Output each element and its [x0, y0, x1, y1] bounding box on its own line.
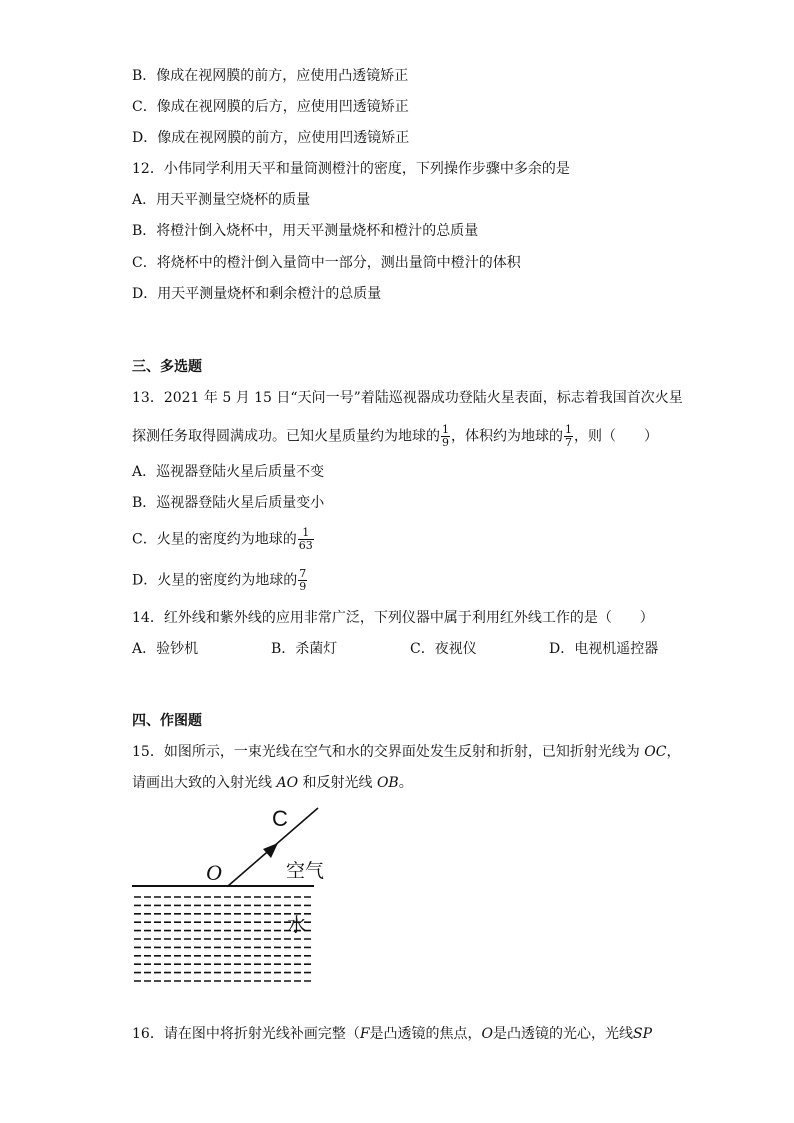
fraction-one-seventh [564, 424, 573, 449]
q13-stem-line1: 13．2021 年 5 月 15 日“天问一号”着陆巡视器成功登陆火星表面，标志着我国首次火星 [132, 390, 683, 406]
q14-options [132, 640, 658, 658]
section-4-title: 四、作图题 [132, 713, 202, 729]
frac2-numerator: 1 [565, 423, 572, 436]
q16-text-a: 16．请在图中将折射光线补画完整（ [132, 1026, 360, 1042]
q16-text-c: 是凸透镜的光心，光线 [493, 1026, 634, 1042]
fraction-seven-ninths [298, 568, 307, 593]
q15-ao-label: AO [276, 775, 299, 791]
q15-ob-label: OB [376, 775, 399, 791]
q13-option-d-text: D．火星的密度约为地球的 [132, 572, 298, 589]
q15-text-b: ， [666, 744, 681, 760]
q13-option-c-text: C．火星的密度约为地球的 [132, 531, 297, 548]
q12-option-d: D．用天平测量烧杯和剩余橙汁的总质量 [132, 286, 382, 302]
label-air: 空气 [286, 860, 325, 882]
water-dash-lines [134, 897, 314, 981]
q13-text-a: 探测任务取得圆满成功。已知火星质量约为地球的 [132, 428, 440, 445]
q16-sp-label: SP [633, 1026, 653, 1042]
fraction-one-sixty-third [298, 527, 314, 552]
q14-stem: 14．红外线和紫外线的应用非常广泛，下列仪器中属于利用红外线工作的是（ ） [132, 610, 654, 626]
q16-o-label: O [481, 1026, 494, 1042]
d-denominator: 9 [299, 580, 307, 593]
fraction-one-ninth [441, 424, 450, 449]
q15-text-a: 15．如图所示，一束光线在空气和水的交界面处发生反射和折射，已知折射光线为 [132, 744, 645, 760]
q15-text-d: 和反射光线 [298, 775, 377, 791]
q14-option-b: B．杀菌灯 [271, 641, 338, 657]
q12-stem: 12．小伟同学利用天平和量筒测橙汁的密度，下列操作步骤中多余的是 [132, 161, 570, 177]
q16-stem [132, 1025, 652, 1043]
q12-option-c: C．将烧杯中的橙汁倒入量筒中一部分，测出量筒中橙汁的体积 [132, 255, 521, 271]
label-o: O [206, 860, 222, 885]
q14-option-d: D．电视机遥控器 [549, 641, 659, 657]
q13-text-c: ，则（ ） [574, 428, 658, 445]
c-denominator: 63 [298, 539, 313, 552]
q15-oc-label: OC [644, 744, 667, 760]
frac2-denominator: 7 [565, 436, 572, 449]
ray-arrow-icon [263, 843, 278, 858]
frac1-denominator: 9 [442, 436, 449, 449]
q16-text-b: 是凸透镜的焦点， [369, 1026, 482, 1042]
c-numerator: 1 [298, 527, 314, 540]
q15-stem-line1 [132, 743, 680, 761]
q11-option-c: C．像成在视网膜的后方，应使用凹透镜矫正 [132, 99, 409, 115]
q14-option-c: C．夜视仪 [410, 641, 477, 657]
q13-option-b: B．巡视器登陆火星后质量变小 [132, 495, 325, 511]
q12-option-a: A．用天平测量空烧杯的质量 [132, 192, 311, 208]
q15-stem-line2 [132, 774, 413, 792]
label-c: C [272, 806, 288, 831]
refraction-diagram [130, 800, 350, 990]
q13-text-b: ，体积约为地球的 [451, 428, 563, 445]
label-water: 水 [287, 914, 307, 936]
d-numerator: 7 [299, 567, 307, 580]
refraction-figure [130, 800, 350, 994]
q13-option-a: A．巡视器登陆火星后质量不变 [132, 464, 325, 480]
q11-option-d: D．像成在视网膜的前方，应使用凹透镜矫正 [132, 130, 410, 146]
q15-text-c: 请画出大致的入射光线 [132, 775, 277, 791]
q14-option-a: A．验钞机 [132, 641, 199, 657]
q12-option-b: B．将橙汁倒入烧杯中，用天平测量烧杯和橙汁的总质量 [132, 223, 479, 239]
section-3-title: 三、多选题 [132, 359, 202, 375]
q13-option-c [132, 527, 315, 552]
q13-stem-line2 [132, 424, 658, 449]
q16-f-label: F [359, 1026, 370, 1042]
frac1-numerator: 1 [442, 423, 449, 436]
q15-text-e: 。 [398, 775, 413, 791]
q11-option-b: B．像成在视网膜的前方，应使用凸透镜矫正 [132, 68, 409, 84]
q13-option-d [132, 568, 308, 593]
